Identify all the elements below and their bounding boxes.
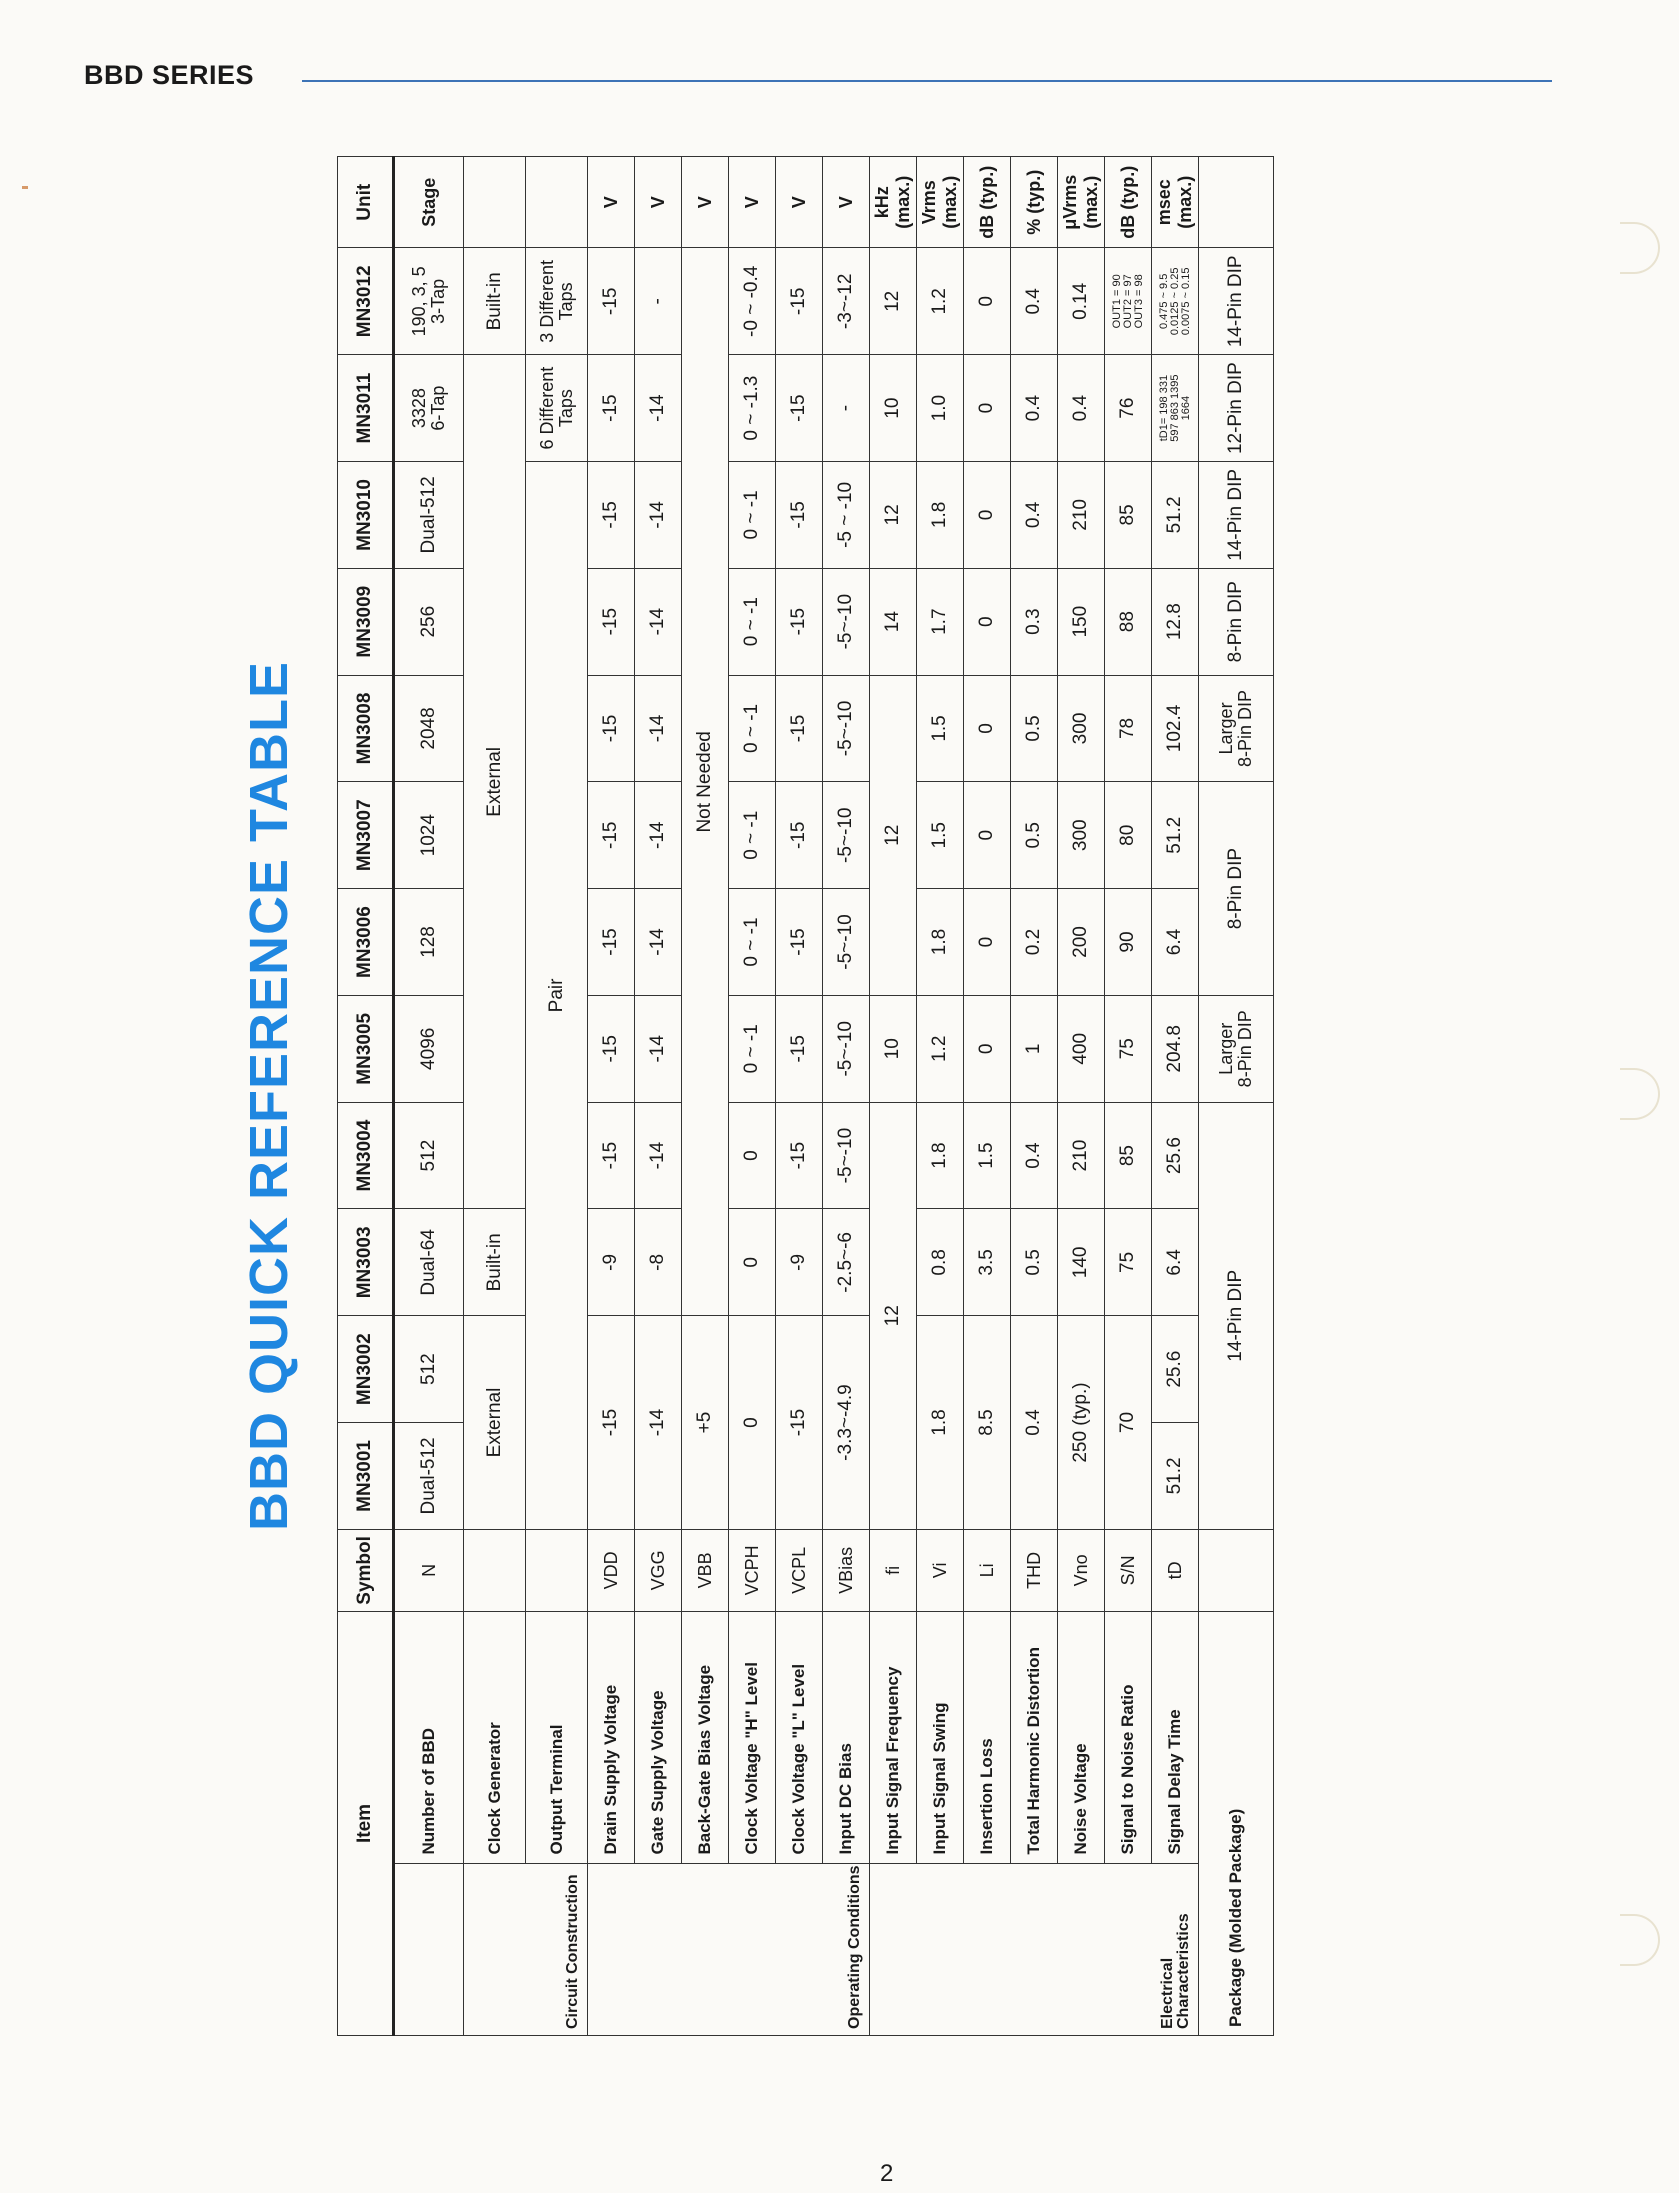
value-cell: -15 bbox=[588, 248, 635, 355]
value-cell: 0 ~ -1.3 bbox=[729, 355, 776, 462]
value-cell: -15 bbox=[776, 355, 823, 462]
row-insertion-loss bbox=[964, 157, 1011, 2036]
unit-cell bbox=[464, 157, 526, 248]
value-cell: 0 ~ -1 bbox=[729, 675, 776, 782]
value-cell: -5~-10 bbox=[823, 995, 870, 1102]
page-number: 2 bbox=[880, 2160, 894, 2187]
value-cell: 25.6 bbox=[1152, 1102, 1199, 1209]
value-cell: 300 bbox=[1058, 782, 1105, 889]
symbol-cell: Vno bbox=[1058, 1529, 1105, 1611]
value-cell: 1.5 bbox=[964, 1102, 1011, 1209]
unit-cell: Stage bbox=[394, 157, 464, 248]
value-cell: -14 bbox=[635, 782, 682, 889]
row-number-of-bbd bbox=[394, 157, 464, 2036]
value-cell: 0.14 bbox=[1058, 248, 1105, 355]
value-cell: -15 bbox=[588, 889, 635, 996]
value-cell: - bbox=[823, 355, 870, 462]
symbol-cell: THD bbox=[1011, 1529, 1058, 1611]
value-cell: 85 bbox=[1105, 1102, 1152, 1209]
header-symbol: Symbol bbox=[338, 1529, 394, 1611]
value-cell: 0 bbox=[964, 995, 1011, 1102]
header-model: MN3011 bbox=[338, 355, 394, 462]
value-cell: 1.7 bbox=[917, 568, 964, 675]
value-cell: 102.4 bbox=[1152, 675, 1199, 782]
value-cell: 0.475 ~ 9.5 0.0125 ~ 0.25 0.0075 ~ 0.15 bbox=[1152, 248, 1199, 355]
value-cell: 0 ~ -1 bbox=[729, 568, 776, 675]
rotated-table-block bbox=[224, 156, 1269, 2036]
value-cell: 75 bbox=[1105, 1209, 1152, 1316]
header-model: MN3002 bbox=[338, 1316, 394, 1423]
value-cell: -3~-12 bbox=[823, 248, 870, 355]
group-electrical-characteristics: Electrical Characteristics bbox=[870, 1863, 1199, 2035]
value-cell: -15 bbox=[776, 248, 823, 355]
value-cell: 1.2 bbox=[917, 248, 964, 355]
item-label: Output Terminal bbox=[526, 1611, 588, 1863]
symbol-cell bbox=[464, 1529, 526, 1611]
value-cell: 6.4 bbox=[1152, 889, 1199, 996]
value-cell: 1.5 bbox=[917, 782, 964, 889]
value-cell: 190, 3, 5 3-Tap bbox=[394, 248, 464, 355]
value-cell: 4096 bbox=[394, 995, 464, 1102]
value-cell: 14-Pin DIP bbox=[1199, 248, 1274, 355]
value-cell: 0 bbox=[729, 1316, 776, 1530]
value-cell: -14 bbox=[635, 1316, 682, 1530]
symbol-cell bbox=[526, 1529, 588, 1611]
unit-cell: dB (typ.) bbox=[1105, 157, 1152, 248]
value-cell: 8-Pin DIP bbox=[1199, 568, 1274, 675]
header-model: MN3007 bbox=[338, 782, 394, 889]
symbol-cell: N bbox=[394, 1529, 464, 1611]
value-cell: 90 bbox=[1105, 889, 1152, 996]
value-cell: 10 bbox=[870, 995, 917, 1102]
item-label: Clock Voltage "H" Level bbox=[729, 1611, 776, 1863]
value-cell: 0 bbox=[964, 782, 1011, 889]
value-cell: 80 bbox=[1105, 782, 1152, 889]
value-cell: 512 bbox=[394, 1102, 464, 1209]
symbol-cell: tD bbox=[1152, 1529, 1199, 1611]
value-cell: 6.4 bbox=[1152, 1209, 1199, 1316]
value-cell: -2.5~-6 bbox=[823, 1209, 870, 1316]
value-cell: 0 ~ -1 bbox=[729, 889, 776, 996]
header-model: MN3001 bbox=[338, 1423, 394, 1530]
value-cell: 150 bbox=[1058, 568, 1105, 675]
value-cell: 78 bbox=[1105, 675, 1152, 782]
row-total-harmonic-distortion bbox=[1011, 157, 1058, 2036]
value-cell: 70 bbox=[1105, 1316, 1152, 1530]
value-cell: 0.4 bbox=[1011, 355, 1058, 462]
value-cell: 85 bbox=[1105, 462, 1152, 569]
symbol-cell: VBias bbox=[823, 1529, 870, 1611]
item-label: Package (Molded Package) bbox=[1199, 1611, 1274, 2035]
value-cell: 10 bbox=[870, 355, 917, 462]
value-cell: 0 bbox=[964, 248, 1011, 355]
value-cell: +5 bbox=[682, 1316, 729, 1530]
row-clock-voltage-l bbox=[776, 157, 823, 2036]
value-cell: -14 bbox=[635, 1102, 682, 1209]
value-cell: Built-in bbox=[464, 1209, 526, 1316]
symbol-cell: VBB bbox=[682, 1529, 729, 1611]
item-label: Noise Voltage bbox=[1058, 1611, 1105, 1863]
value-cell: External bbox=[464, 355, 526, 1209]
symbol-cell: VDD bbox=[588, 1529, 635, 1611]
value-cell: 0 ~ -1 bbox=[729, 782, 776, 889]
row-drain-supply-voltage bbox=[588, 157, 635, 2036]
value-cell: 210 bbox=[1058, 1102, 1105, 1209]
value-cell: 8.5 bbox=[964, 1316, 1011, 1530]
unit-cell: V bbox=[776, 157, 823, 248]
header-model: MN3012 bbox=[338, 248, 394, 355]
value-cell: -15 bbox=[776, 1316, 823, 1530]
unit-cell: kHz (max.) bbox=[870, 157, 917, 248]
item-label: Signal Delay Time bbox=[1152, 1611, 1199, 1863]
value-cell: Larger 8-Pin DIP bbox=[1199, 675, 1274, 782]
row-input-signal-frequency bbox=[870, 157, 917, 2036]
row-input-dc-bias bbox=[823, 157, 870, 2036]
item-label: Input DC Bias bbox=[823, 1611, 870, 1863]
value-cell: 1.8 bbox=[917, 1102, 964, 1209]
row-gate-supply-voltage bbox=[635, 157, 682, 2036]
item-label: Drain Supply Voltage bbox=[588, 1611, 635, 1863]
unit-cell: Vrms (max.) bbox=[917, 157, 964, 248]
value-cell: 512 bbox=[394, 1316, 464, 1423]
value-cell: 0 ~ -1 bbox=[729, 462, 776, 569]
value-cell: 300 bbox=[1058, 675, 1105, 782]
value-cell: 51.2 bbox=[1152, 1423, 1199, 1530]
value-cell: Built-in bbox=[464, 248, 526, 355]
value-cell: -15 bbox=[776, 568, 823, 675]
value-cell: tD1= 198 331 597 863 1395 1664 bbox=[1152, 355, 1199, 462]
value-cell: 1.2 bbox=[917, 995, 964, 1102]
header-model: MN3006 bbox=[338, 889, 394, 996]
value-cell: 0 ~ -1 bbox=[729, 995, 776, 1102]
value-cell: 51.2 bbox=[1152, 782, 1199, 889]
value-cell: 140 bbox=[1058, 1209, 1105, 1316]
value-cell: Dual-512 bbox=[394, 462, 464, 569]
value-cell: 6 Different Taps bbox=[526, 355, 588, 462]
item-label: Back-Gate Bias Voltage bbox=[682, 1611, 729, 1863]
value-cell: 1.8 bbox=[917, 889, 964, 996]
header-item: Item bbox=[338, 1611, 394, 2035]
item-label: Total Harmonic Distortion bbox=[1011, 1611, 1058, 1863]
item-label: Number of BBD bbox=[394, 1611, 464, 1863]
series-heading: BBD SERIES bbox=[84, 60, 255, 90]
value-cell: 75 bbox=[1105, 995, 1152, 1102]
value-cell: 0.5 bbox=[1011, 782, 1058, 889]
value-cell: 204.8 bbox=[1152, 995, 1199, 1102]
value-cell: -15 bbox=[776, 462, 823, 569]
value-cell: Dual-512 bbox=[394, 1423, 464, 1530]
paper-mark bbox=[22, 186, 28, 189]
value-cell: -5~-10 bbox=[823, 1102, 870, 1209]
value-cell: 0 bbox=[729, 1102, 776, 1209]
row-signal-delay-time bbox=[1152, 157, 1199, 2036]
unit-cell: μVrms (max.) bbox=[1058, 157, 1105, 248]
symbol-cell: Vi bbox=[917, 1529, 964, 1611]
binder-hole-middle bbox=[1620, 1068, 1660, 1120]
value-cell: 12 bbox=[870, 1102, 917, 1529]
header-model: MN3003 bbox=[338, 1209, 394, 1316]
value-cell: 0 bbox=[964, 889, 1011, 996]
value-cell: OUT1 = 90 OUT2 = 97 OUT3 = 98 bbox=[1105, 248, 1152, 355]
value-cell: -14 bbox=[635, 462, 682, 569]
unit-cell: V bbox=[729, 157, 776, 248]
row-output-terminal bbox=[526, 157, 588, 2036]
binder-hole-top bbox=[1620, 222, 1660, 274]
value-cell: 1 bbox=[1011, 995, 1058, 1102]
unit-cell: V bbox=[588, 157, 635, 248]
value-cell: -15 bbox=[776, 995, 823, 1102]
value-cell: 0 bbox=[964, 355, 1011, 462]
value-cell: -15 bbox=[588, 782, 635, 889]
value-cell: 0.4 bbox=[1011, 248, 1058, 355]
value-cell: -8 bbox=[635, 1209, 682, 1316]
value-cell: -9 bbox=[776, 1209, 823, 1316]
value-cell: 25.6 bbox=[1152, 1316, 1199, 1423]
value-cell: 51.2 bbox=[1152, 462, 1199, 569]
header-model: MN3008 bbox=[338, 675, 394, 782]
value-cell: 76 bbox=[1105, 355, 1152, 462]
header-rule bbox=[302, 80, 1552, 82]
value-cell: 0.4 bbox=[1011, 462, 1058, 569]
unit-cell: V bbox=[635, 157, 682, 248]
value-cell: -15 bbox=[588, 568, 635, 675]
value-cell: 200 bbox=[1058, 889, 1105, 996]
row-package bbox=[1199, 157, 1274, 2036]
value-cell: 88 bbox=[1105, 568, 1152, 675]
group-circuit-construction: Circuit Construction bbox=[464, 1863, 588, 2035]
value-cell: 0 bbox=[729, 1209, 776, 1316]
value-cell: 0.4 bbox=[1011, 1316, 1058, 1530]
value-cell: -15 bbox=[588, 355, 635, 462]
value-cell: 1024 bbox=[394, 782, 464, 889]
value-cell: 250 (typ.) bbox=[1058, 1316, 1105, 1530]
header-model: MN3010 bbox=[338, 462, 394, 569]
value-cell: -5~-10 bbox=[823, 782, 870, 889]
value-cell: -15 bbox=[776, 1102, 823, 1209]
symbol-cell: VGG bbox=[635, 1529, 682, 1611]
value-cell: -9 bbox=[588, 1209, 635, 1316]
row-clock-generator bbox=[464, 157, 526, 2036]
item-label: Clock Voltage "L" Level bbox=[776, 1611, 823, 1863]
value-cell: Dual-64 bbox=[394, 1209, 464, 1316]
value-cell: 1.8 bbox=[917, 462, 964, 569]
value-cell: 0.5 bbox=[1011, 1209, 1058, 1316]
symbol-cell bbox=[1199, 1529, 1274, 1611]
value-cell: -3.3~-4.9 bbox=[823, 1316, 870, 1530]
value-cell: 0 bbox=[964, 568, 1011, 675]
value-cell: 0.4 bbox=[1058, 355, 1105, 462]
value-cell: -15 bbox=[776, 889, 823, 996]
value-cell: 0 bbox=[964, 462, 1011, 569]
value-cell: 12.8 bbox=[1152, 568, 1199, 675]
value-cell: 1.5 bbox=[917, 675, 964, 782]
value-cell: -5~-10 bbox=[823, 568, 870, 675]
value-cell: 3328 6-Tap bbox=[394, 355, 464, 462]
item-label: Insertion Loss bbox=[964, 1611, 1011, 1863]
group-operating-conditions: Operating Conditions bbox=[588, 1863, 870, 2035]
binder-hole-bottom bbox=[1620, 1914, 1660, 1966]
header-unit: Unit bbox=[338, 157, 394, 248]
value-cell: -15 bbox=[776, 782, 823, 889]
item-label: Input Signal Swing bbox=[917, 1611, 964, 1863]
symbol-cell: S/N bbox=[1105, 1529, 1152, 1611]
value-cell: 0.4 bbox=[1011, 1102, 1058, 1209]
value-cell: 3 Different Taps bbox=[526, 248, 588, 355]
row-signal-to-noise-ratio bbox=[1105, 157, 1152, 2036]
value-cell: 0.8 bbox=[917, 1209, 964, 1316]
symbol-cell: fi bbox=[870, 1529, 917, 1611]
value-cell: 14-Pin DIP bbox=[1199, 462, 1274, 569]
header-model: MN3009 bbox=[338, 568, 394, 675]
value-cell: 0.2 bbox=[1011, 889, 1058, 996]
item-label: Signal to Noise Ratio bbox=[1105, 1611, 1152, 1863]
row-back-gate-bias-voltage bbox=[682, 157, 729, 2036]
unit-cell: dB (typ.) bbox=[964, 157, 1011, 248]
value-cell: -15 bbox=[588, 675, 635, 782]
value-cell: 12 bbox=[870, 248, 917, 355]
value-cell: 1.0 bbox=[917, 355, 964, 462]
reference-table bbox=[337, 156, 1274, 2036]
value-cell: -14 bbox=[635, 568, 682, 675]
value-cell: 14 bbox=[870, 568, 917, 675]
value-cell: -15 bbox=[588, 995, 635, 1102]
value-cell: 0.3 bbox=[1011, 568, 1058, 675]
value-cell: 0 bbox=[964, 675, 1011, 782]
row-input-signal-swing bbox=[917, 157, 964, 2036]
value-cell: 210 bbox=[1058, 462, 1105, 569]
header-model: MN3005 bbox=[338, 995, 394, 1102]
value-cell: -0 ~ -0.4 bbox=[729, 248, 776, 355]
value-cell: Not Needed bbox=[682, 248, 729, 1316]
value-cell: 2048 bbox=[394, 675, 464, 782]
value-cell: -14 bbox=[635, 675, 682, 782]
value-cell: 256 bbox=[394, 568, 464, 675]
value-cell: -15 bbox=[588, 462, 635, 569]
row-clock-voltage-h bbox=[729, 157, 776, 2036]
value-cell: 1.8 bbox=[917, 1316, 964, 1530]
value-cell: 14-Pin DIP bbox=[1199, 1102, 1274, 1529]
symbol-cell: VCPL bbox=[776, 1529, 823, 1611]
symbol-cell: VCPH bbox=[729, 1529, 776, 1611]
group-empty bbox=[394, 1863, 464, 2035]
unit-cell: V bbox=[823, 157, 870, 248]
value-cell: -15 bbox=[776, 675, 823, 782]
value-cell: -5~-10 bbox=[823, 889, 870, 996]
value-cell: 12 bbox=[870, 462, 917, 569]
table-title: BBD QUICK REFERENCE TABLE bbox=[239, 661, 299, 1532]
value-cell: 12-Pin DIP bbox=[1199, 355, 1274, 462]
value-cell: Larger 8-Pin DIP bbox=[1199, 995, 1274, 1102]
unit-cell: msec (max.) bbox=[1152, 157, 1199, 248]
item-label: Input Signal Frequency bbox=[870, 1611, 917, 1863]
reference-table-wrapper bbox=[337, 156, 1269, 2036]
value-cell: -15 bbox=[588, 1316, 635, 1530]
header-model: MN3004 bbox=[338, 1102, 394, 1209]
value-cell: 128 bbox=[394, 889, 464, 996]
value-cell: 3.5 bbox=[964, 1209, 1011, 1316]
value-cell: -14 bbox=[635, 995, 682, 1102]
row-noise-voltage bbox=[1058, 157, 1105, 2036]
value-cell: -15 bbox=[588, 1102, 635, 1209]
value-cell: -14 bbox=[635, 355, 682, 462]
value-cell: 0.5 bbox=[1011, 675, 1058, 782]
unit-cell bbox=[1199, 157, 1274, 248]
unit-cell: % (typ.) bbox=[1011, 157, 1058, 248]
value-cell: 12 bbox=[870, 675, 917, 995]
value-cell: -5 ~ -10 bbox=[823, 462, 870, 569]
value-cell: 400 bbox=[1058, 995, 1105, 1102]
unit-cell: V bbox=[682, 157, 729, 248]
item-label: Gate Supply Voltage bbox=[635, 1611, 682, 1863]
unit-cell bbox=[526, 157, 588, 248]
item-label: Clock Generator bbox=[464, 1611, 526, 1863]
symbol-cell: Li bbox=[964, 1529, 1011, 1611]
value-cell: -14 bbox=[635, 889, 682, 996]
value-cell: Pair bbox=[526, 462, 588, 1530]
header-row bbox=[338, 157, 394, 2036]
value-cell: 8-Pin DIP bbox=[1199, 782, 1274, 996]
value-cell: External bbox=[464, 1316, 526, 1530]
value-cell: - bbox=[635, 248, 682, 355]
value-cell: -5~-10 bbox=[823, 675, 870, 782]
